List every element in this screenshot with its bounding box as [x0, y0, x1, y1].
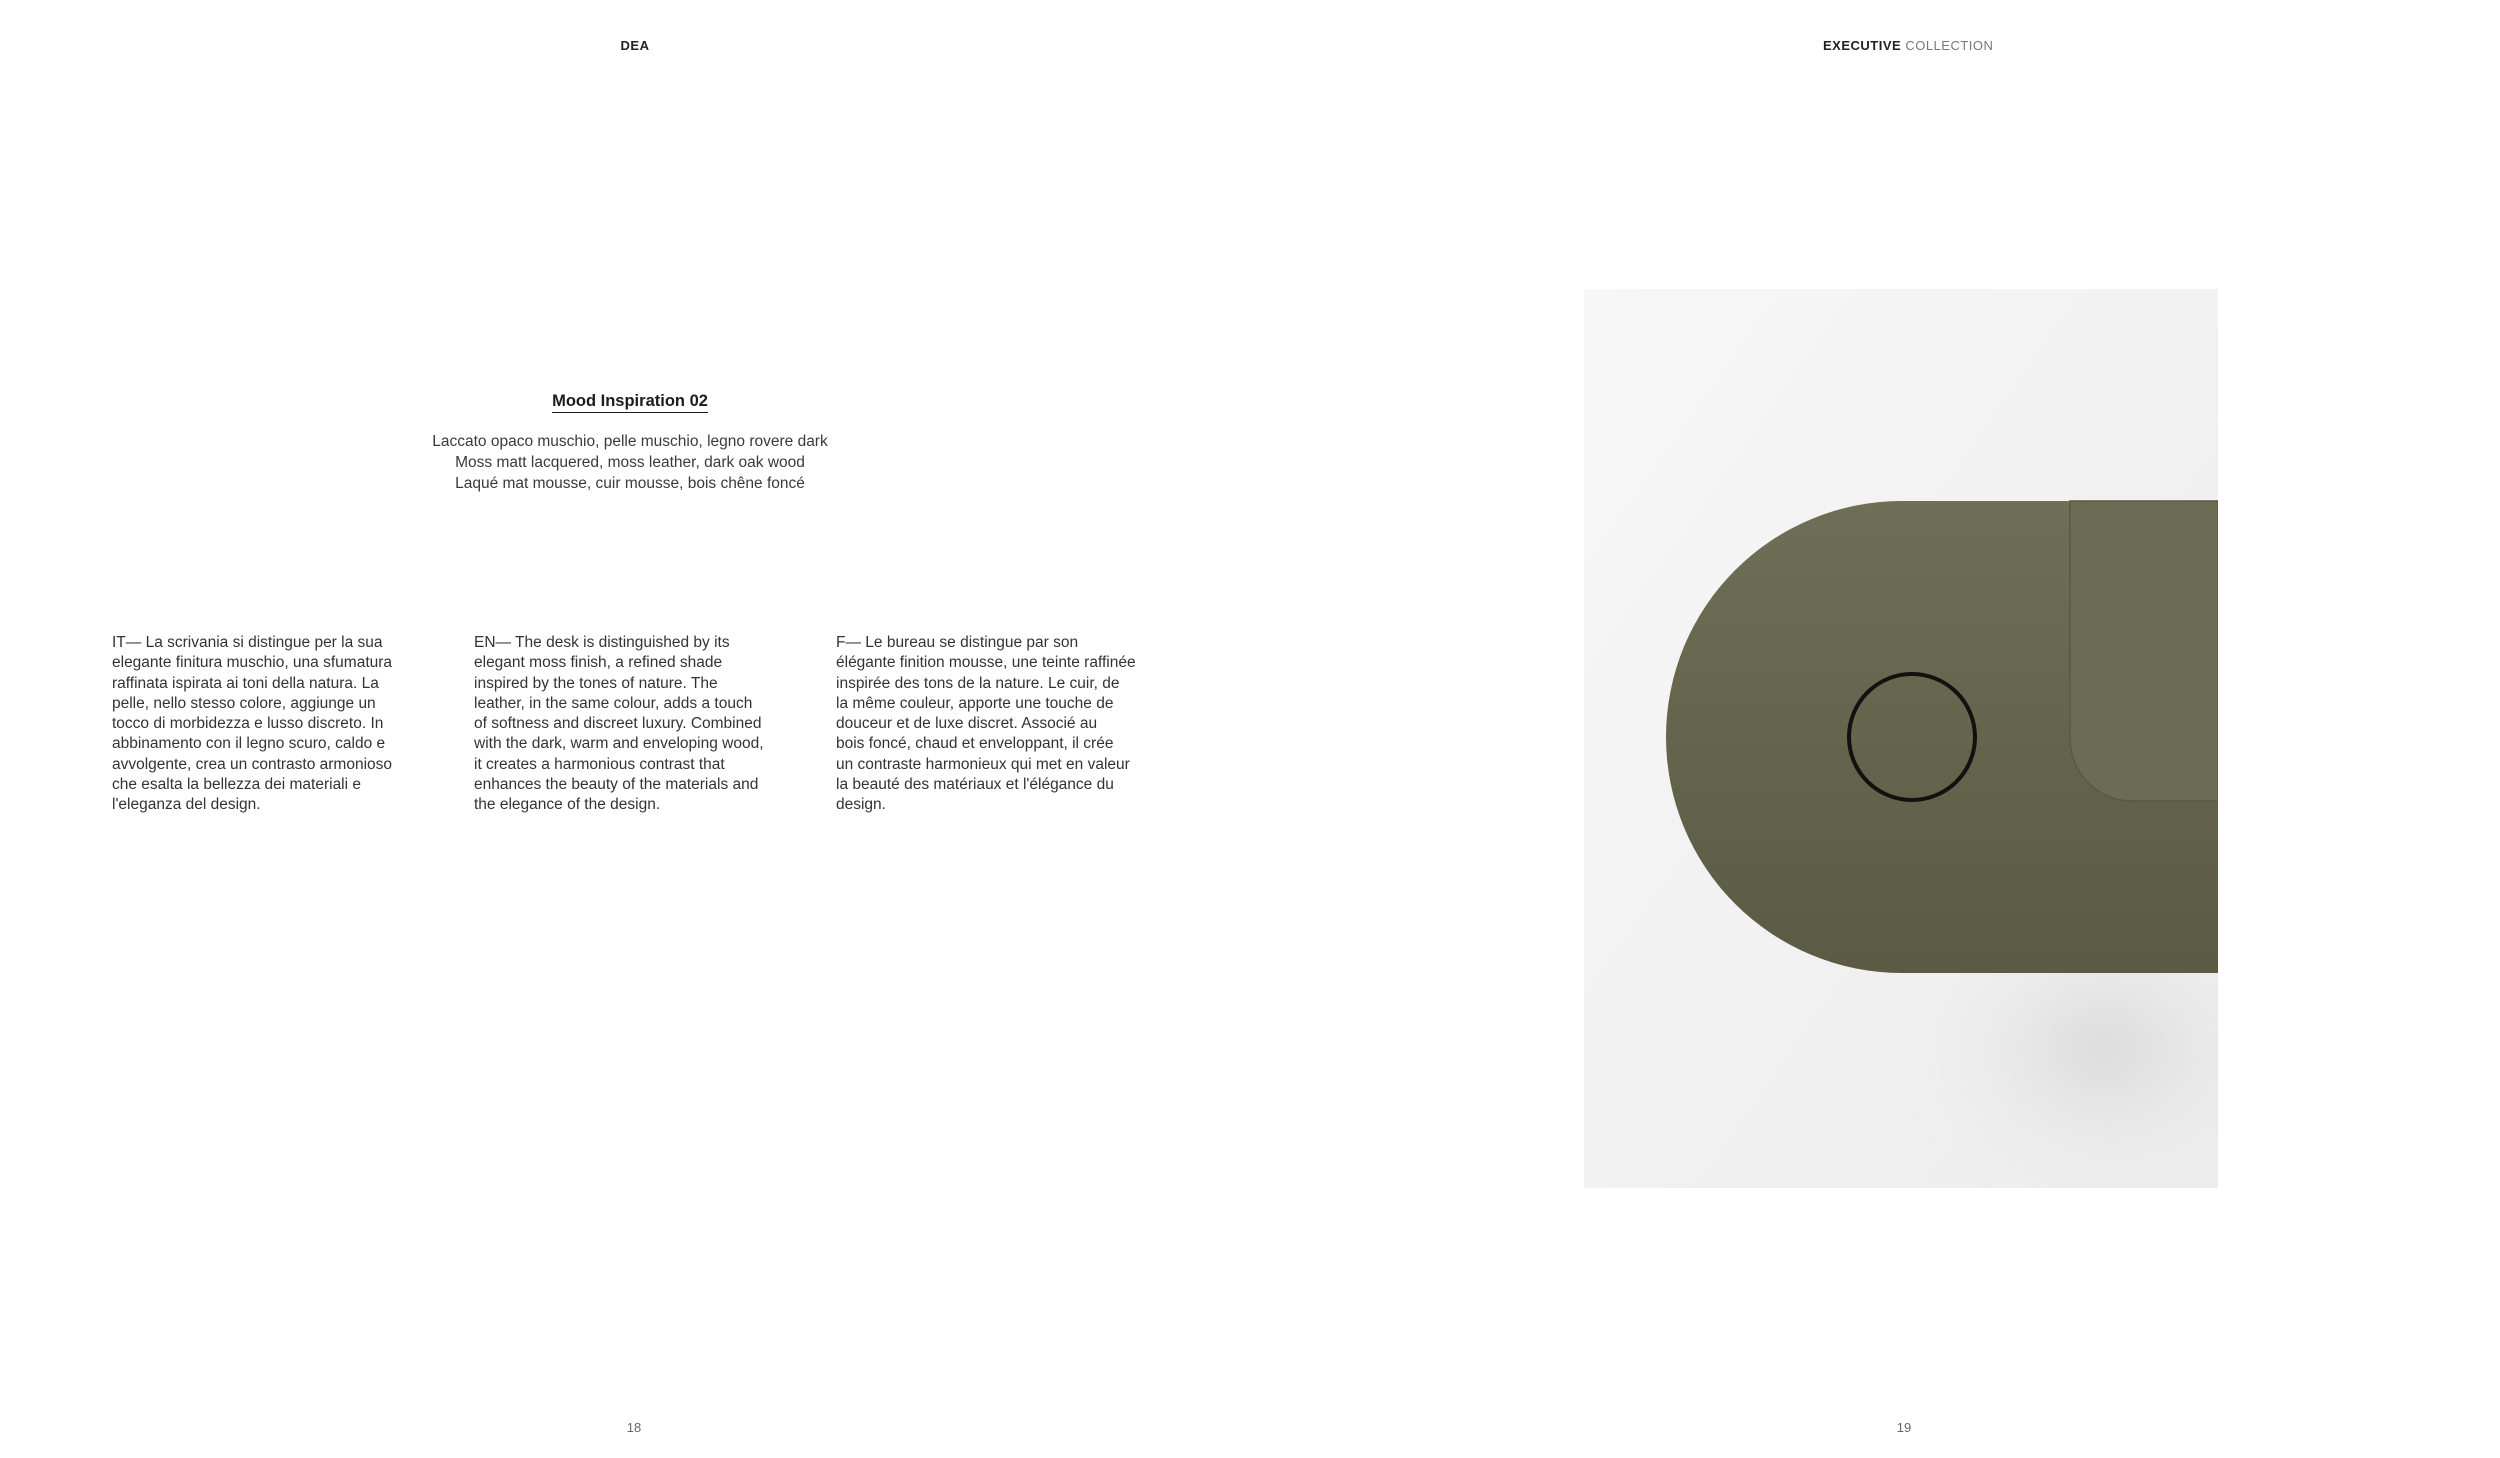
text-line: inspired by the tones of nature. The — [474, 674, 718, 692]
text-line: abbinamento con il legno scuro, caldo e — [112, 735, 386, 753]
text-line: pelle, nello stesso colore, aggiunge un — [112, 694, 376, 712]
mood-line-en: Moss matt lacquered, moss leather, dark oak wood — [455, 454, 805, 471]
collection-name: EXECUTIVE — [1823, 38, 1902, 53]
text-line: raffinata ispirata ai toni della natura. La — [112, 674, 379, 692]
running-head-left: DEA — [620, 38, 650, 53]
text-line: bois foncé, chaud et enveloppant, il crée — [836, 735, 1114, 753]
text-line: elegant moss finish, a refined shade — [474, 654, 723, 672]
text-line: elegante finitura muschio, una sfumatura — [112, 654, 393, 672]
page-number-left: 18 — [626, 1420, 642, 1435]
text-line: avvolgente, crea un contrasto armonioso — [112, 755, 393, 773]
text-line: leather, in the same colour, adds a touch — [474, 694, 753, 712]
text-line: enhances the beauty of the materials and — [474, 776, 759, 794]
text-line: it creates a harmonious contrast that — [474, 755, 725, 773]
text-line: la même couleur, apporte une touche de — [836, 694, 1114, 712]
text-line: l'eleganza del design. — [112, 796, 261, 814]
text-line: of softness and discreet luxury. Combined — [474, 715, 762, 733]
right-page — [1250, 0, 2500, 1458]
running-head-right — [1823, 38, 1993, 53]
mood-line-fr: Laqué mat mousse, cuir mousse, bois chêne foncé — [455, 475, 805, 492]
page-number-right: 19 — [1896, 1420, 1912, 1435]
text-column-english — [474, 633, 784, 816]
text-column-french — [836, 633, 1146, 816]
desk-photo — [1584, 289, 2218, 1188]
text-line: un contraste harmonieux qui met en valeur — [836, 755, 1130, 773]
text-line: design. — [836, 796, 886, 814]
mood-line-it: Laccato opaco muschio, pelle muschio, legno rovere dark — [432, 433, 828, 450]
text-line: the elegance of the design. — [474, 796, 661, 814]
mood-title: Mood Inspiration 02 — [552, 392, 708, 413]
text-line: IT— La scrivania si distingue per la sua — [112, 634, 383, 651]
text-line: la beauté des matériaux et l'élégance du — [836, 776, 1114, 794]
text-line: élégante finition mousse, une teinte raffinée — [836, 654, 1136, 672]
text-line: inspirée des tons de la nature. Le cuir, de — [836, 674, 1120, 692]
mood-materials — [300, 431, 960, 494]
text-line: tocco di morbidezza e lusso discreto. In — [112, 715, 384, 733]
text-line: with the dark, warm and enveloping wood, — [474, 735, 764, 753]
collection-label: COLLECTION — [1905, 38, 1994, 53]
text-line: EN— The desk is distinguished by its — [474, 634, 730, 651]
moss-desk-corner-photo-icon — [1584, 289, 2218, 1188]
text-column-italian — [112, 633, 422, 816]
text-line: douceur et de luxe discret. Associé au — [836, 715, 1098, 733]
text-line: che esalta la bellezza dei materiali e — [112, 776, 361, 794]
mood-block — [300, 392, 960, 494]
text-line: F— Le bureau se distingue par son — [836, 634, 1079, 651]
leather-inlay — [2070, 501, 2218, 801]
